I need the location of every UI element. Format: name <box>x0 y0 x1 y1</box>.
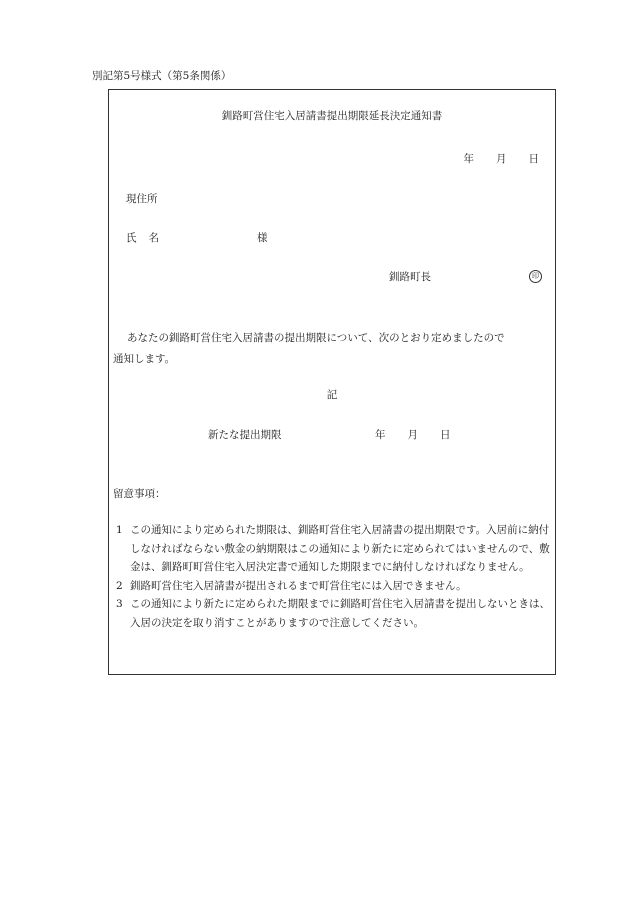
address-label: 現住所 <box>126 193 158 205</box>
deadline-month: 月 <box>407 429 418 441</box>
notes-title: 留意事項： <box>113 488 166 500</box>
notice-body-line2: 通知します。 <box>113 353 176 365</box>
notice-document-frame <box>108 89 556 675</box>
notice-body <box>113 328 553 370</box>
issue-date-month: 月 <box>496 153 507 165</box>
document-title: 釧路町営住宅入居請書提出期限延長決定通知書 <box>221 110 443 122</box>
new-deadline-label: 新たな提出期限 <box>208 429 282 441</box>
issue-date-year: 年 <box>463 153 474 165</box>
note-item <box>113 577 553 596</box>
note-item <box>113 521 553 577</box>
note-text: 釧路町営住宅入居請書が提出されるまで町営住宅には入居できません。 <box>130 579 467 592</box>
note-item <box>113 595 553 632</box>
honorific: 様 <box>257 232 268 244</box>
issuer-mayor: 釧路町長 <box>389 271 431 283</box>
ki-heading: 記 <box>326 389 338 401</box>
new-deadline-date <box>375 430 451 441</box>
form-number-label: 別記第5号様式（第5条関係） <box>92 70 232 82</box>
note-number: 2 <box>116 579 123 592</box>
name-label-second: 名 <box>148 232 159 244</box>
note-number: 1 <box>116 524 123 536</box>
name-label-first: 氏 <box>126 232 137 244</box>
issue-date-line <box>464 154 540 165</box>
notes-list <box>113 521 553 632</box>
seal-mark: 印 <box>529 270 542 283</box>
notice-body-line1: あなたの釧路町営住宅入居請書の提出期限について、次のとおり定めましたので <box>127 332 505 344</box>
note-text: この通知により定められた期限は、釧路町営住宅入居請書の提出期限です。入居前に納付しなければならない敷金の納期限はこの通知により新たに定められてはいませんので、敷金は、釧路町町営住宅入居決定書で通知した期限までに納付しなければなりません。 <box>130 524 550 573</box>
note-number: 3 <box>116 598 123 610</box>
name-label <box>126 233 159 244</box>
deadline-year: 年 <box>375 429 386 441</box>
note-text: この通知により新たに定められた期限までに釧路町営住宅入居請書を提出しないときは、入居の決定を取り消すことがありますので注意してください。 <box>130 598 550 629</box>
issue-date-day: 日 <box>528 153 539 165</box>
deadline-day: 日 <box>440 429 451 441</box>
